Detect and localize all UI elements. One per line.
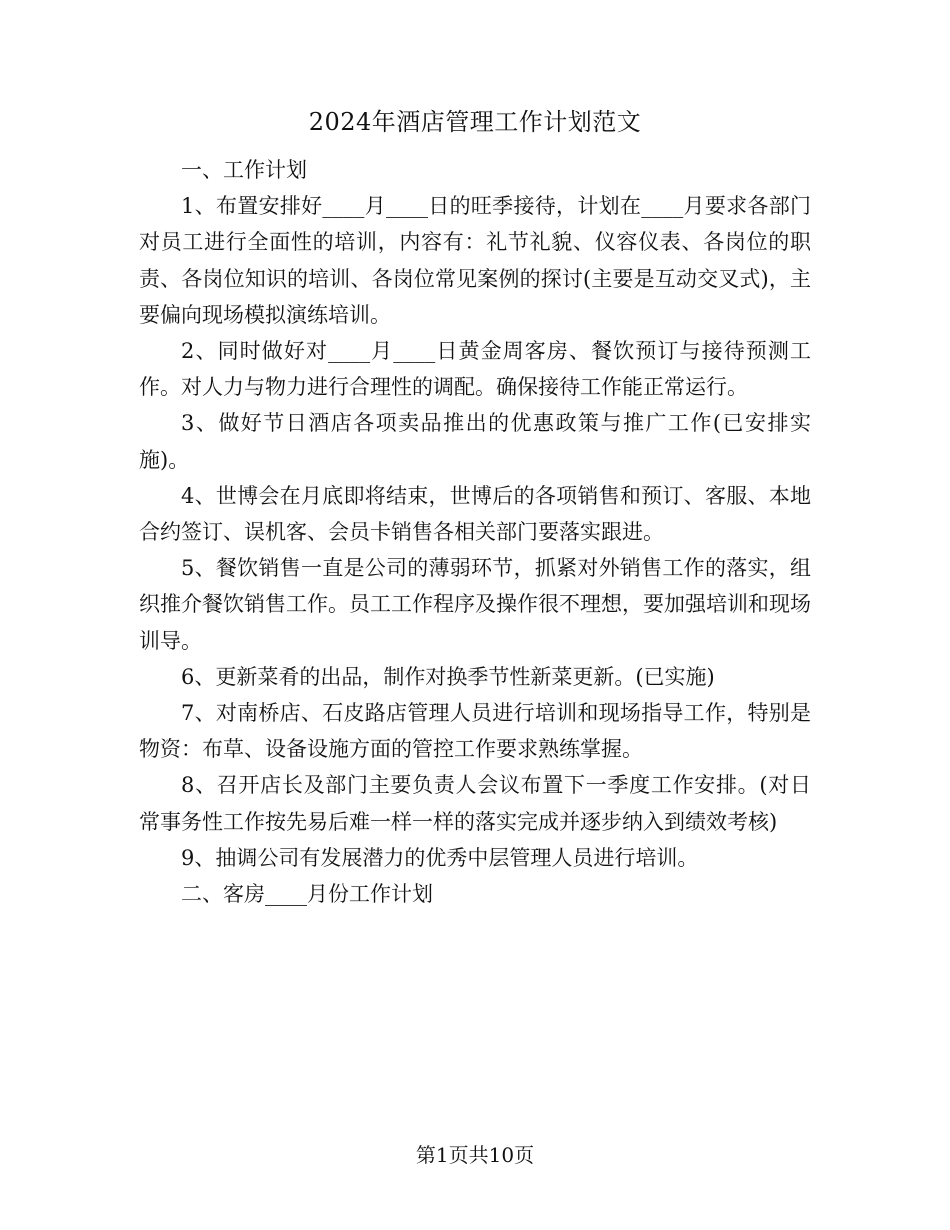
paragraph-item-2: 2、同时做好对____月____日黄金周客房、餐饮预订与接待预测工作。对人力与物力进行合理性的调配。确保接待工作能正常运行。 xyxy=(139,339,811,400)
paragraph-item-6: 6、更新菜肴的出品，制作对换季节性新菜更新。(已实施) xyxy=(181,664,715,689)
paragraph-item-9: 9、抽调公司有发展潜力的优秀中层管理人员进行培训。 xyxy=(181,845,699,870)
paragraph-item-7: 7、对南桥店、石皮路店管理人员进行培训和现场指导工作，特别是物资：布草、设备设施方面的管控工作要求熟练掌握。 xyxy=(139,701,811,762)
section-heading-room-plan: 二、客房____月份工作计划 xyxy=(181,882,433,907)
paragraph-item-4: 4、世博会在月底即将结束，世博后的各项销售和预订、客服、本地合约签订、误机客、会员卡销售各相关部门要落实跟进。 xyxy=(139,483,811,545)
document-body xyxy=(139,152,811,912)
paragraph-item-8: 8、召开店长及部门主要负责人会议布置下一季度工作安排。(对日常事务性工作按先易后难一样一样的落实完成并逐步纳入到绩效考核) xyxy=(139,773,811,834)
paragraph-item-1: 1、布置安排好____月____日的旺季接待，计划在____月要求各部门对员工进行全面性的培训，内容有：礼节礼貌、仪容仪表、各岗位的职责、各岗位知识的培训、各岗位常见案例的探讨(主要是互动交叉式)，主要偏向现场模拟演练培训。 xyxy=(139,194,811,327)
paragraph-item-5: 5、餐饮销售一直是公司的薄弱环节，抓紧对外销售工作的落实，组织推介餐饮销售工作。员工工作程序及操作很不理想，要加强培训和现场训导。 xyxy=(139,556,811,653)
paragraph-item-3: 3、做好节日酒店各项卖品推出的优惠政策与推广工作(已安排实施)。 xyxy=(139,411,811,472)
document-title: 2024年酒店管理工作计划范文 xyxy=(308,108,642,136)
page-number-footer: 第1页共10页 xyxy=(415,1143,535,1167)
section-heading-work-plan: 一、工作计划 xyxy=(181,158,307,182)
